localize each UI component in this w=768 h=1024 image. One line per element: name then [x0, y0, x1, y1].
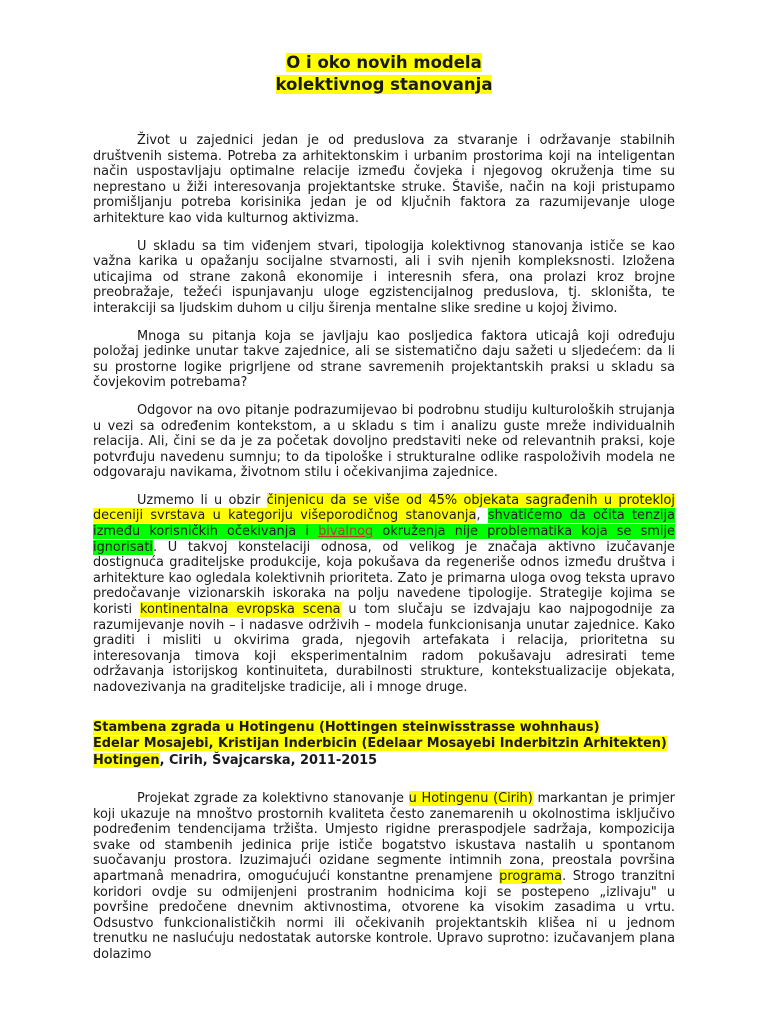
paragraph-5: [93, 493, 675, 696]
bivalnog-link[interactable]: bivalnog: [318, 524, 374, 540]
p5-text-d: u tom slučaju se izdvajaju kao najpogodnije za razumijevanje novih – i nadasve održivih – modela funkcionisanja unutar zajednice. Kako graditi i misliti u okvirima grada, njegovih artefakata i relacija, prioritetna su interesovanja timova koji eksperimentalnim radom pokušavaju adresirati teme održavanja istorijskog kontinuiteta, durabilnosti strukture, kontekstualizacije objekata, nadovezivanja na graditeljske tradicije, ali i mnoge druge.: [93, 602, 675, 695]
page-title: [0, 52, 768, 96]
project-section: [93, 791, 675, 975]
p5-highlight-green-a: shvatićemo da očita tenzija između korisničkih očekivanja i: [93, 508, 675, 540]
intro-section: [93, 133, 675, 708]
p5-highlight-yellow-2: kontinentalna evropska scena: [139, 602, 341, 618]
p5-highlight-yellow-1: činjenicu da se više od 45% objekata sagrađenih u protekloj deceniji svrstava u kategoriju višeporodičnog stanovanja: [93, 492, 675, 524]
project-heading: [93, 720, 693, 769]
paragraph-1: Život u zajednici jedan je od preduslova za stvaranje i održavanje stabilnih društvenih sistema. Potreba za arhitektonskim i urbanim prostorima koji na inteligentan način uspostavljaju optimalne relacije između čovjeka i njegovog okruženja time su neprestano u žiži interesovanja projektantske struke. Štaviše, način na koji pristupamo promišljanju potreba korisinika jedan je od ključnih faktora za razumijevanje uloge arhitekture kao vida kulturnog aktivizma.: [93, 133, 675, 226]
project-highlight-1: u Hotingenu (Cirih): [408, 791, 533, 806]
title-line-2: kolektivnog stanovanja: [275, 75, 493, 94]
project-heading-location: Hotingen: [93, 752, 160, 768]
paragraph-3: Mnoga su pitanja koja se javljaju kao posljedica faktora uticajâ koji određuju položaj jedinke unutar takve zajednice, ali se sistematično daju sažeti u sljedećem: da li su prostorne logike prigrljene od strane savremenih projektantskih praksi u skladu sa čovjekovim potrebama?: [93, 328, 675, 391]
project-text-b: markantan je primjer koji ukazuje na mnoštvo prostornih kvaliteta često zanemarenih u okolnostima isključivo podređenim tendencijama tržišta. Umjesto rigidne preraspodjele sadržaja, kompozicija svake od stambenih jedinica prije ističe bogatstvo iskustava nastalih u spontanom suočavanju prostora. Izuzimajući ozidane segmente intimnih zona, preostala površina apartmanâ menadrira, omogućujući konstantne prenamjene: [93, 791, 675, 884]
paragraph-4: Odgovor na ovo pitanje podrazumijevao bi podrobnu studiju kulturoloških strujanja u vezi sa određenim kontekstom, a u skladu s tim i analizu guste mreže individualnih relacija. Ali, čini se da je za početak dovoljno predstaviti neke od relevantnih praksi, koje potvrđuju navedenu sumnju; to da tipološke i strukturalne odlike raspoloživih modela ne odgovaraju navikama, životnom stilu i očekivanjima zajednice.: [93, 402, 675, 481]
p5-text-b: ,: [476, 508, 488, 524]
project-paragraph: [93, 791, 675, 963]
project-highlight-2: programa: [499, 868, 563, 884]
project-heading-line-2: Edelar Mosajebi, Kristijan Inderbicin (Edelaar Mosayebi Inderbitzin Arhitekten): [93, 736, 667, 752]
project-heading-line-1: Stambena zgrada u Hotingenu (Hottingen steinwisstrasse wohnhaus): [93, 720, 600, 735]
project-text-c: . Strogo tranzitni koridori ovdje su odmijenjeni prostranim hodnicima koji se postepeno „izlivaju" u površine predočene dnevnim aktivnostima, otvorene ka visokim zasadima u vrtu. Odsustvo funkcionalističkih normi ili očekivanih projektantskih klišea ni u jednom trenutku ne naslućuju nedostatak autorske kontrole. Upravo suprotno: izučavanjem plana dolazimo: [93, 868, 675, 962]
paragraph-2: U skladu sa tim viđenjem stvari, tipologija kolektivnog stanovanja ističe se kao važna karika u opažanju socijalne stvarnosti, ali i svih njenih kompleksnosti. Izložena uticajima od strane zakonâ ekonomije i interesnih sfera, ona prolazi kroz brojne preobražaje, težeći ispunjavanju uloge egzistencijalnog preduslova, tj. skloništa, te interakciji sa ljudskim duhom u cilju širenja mentalne slike sredine u kojoj živimo.: [93, 238, 675, 316]
p5-text-a: Uzmemo li u obzir: [137, 492, 267, 508]
p5-text-c: . U takvoj konstelaciji odnosa, od velikog je značaja aktivno izučavanje dostignuća graditeljske produkcije, koja pokušava da regeneriše odnos između društva i arhitekture kao ogledala kolektivnih prioriteta. Zato je primarna uloga ovog teksta upravo predočavanje vizionarskih iskoraka na polju navedene tipologije. Strategije kojima se koristi: [93, 539, 675, 618]
title-line-1: O i oko novih modela: [286, 53, 482, 72]
p5-highlight-green-b: okruženja nije problematika koja se smije ignorisati: [93, 524, 675, 555]
project-text-a: Projekat zgrade za kolektivno stanovanje: [137, 791, 409, 806]
project-heading-place-date: , Cirih, Švajcarska, 2011-2015: [159, 752, 378, 768]
